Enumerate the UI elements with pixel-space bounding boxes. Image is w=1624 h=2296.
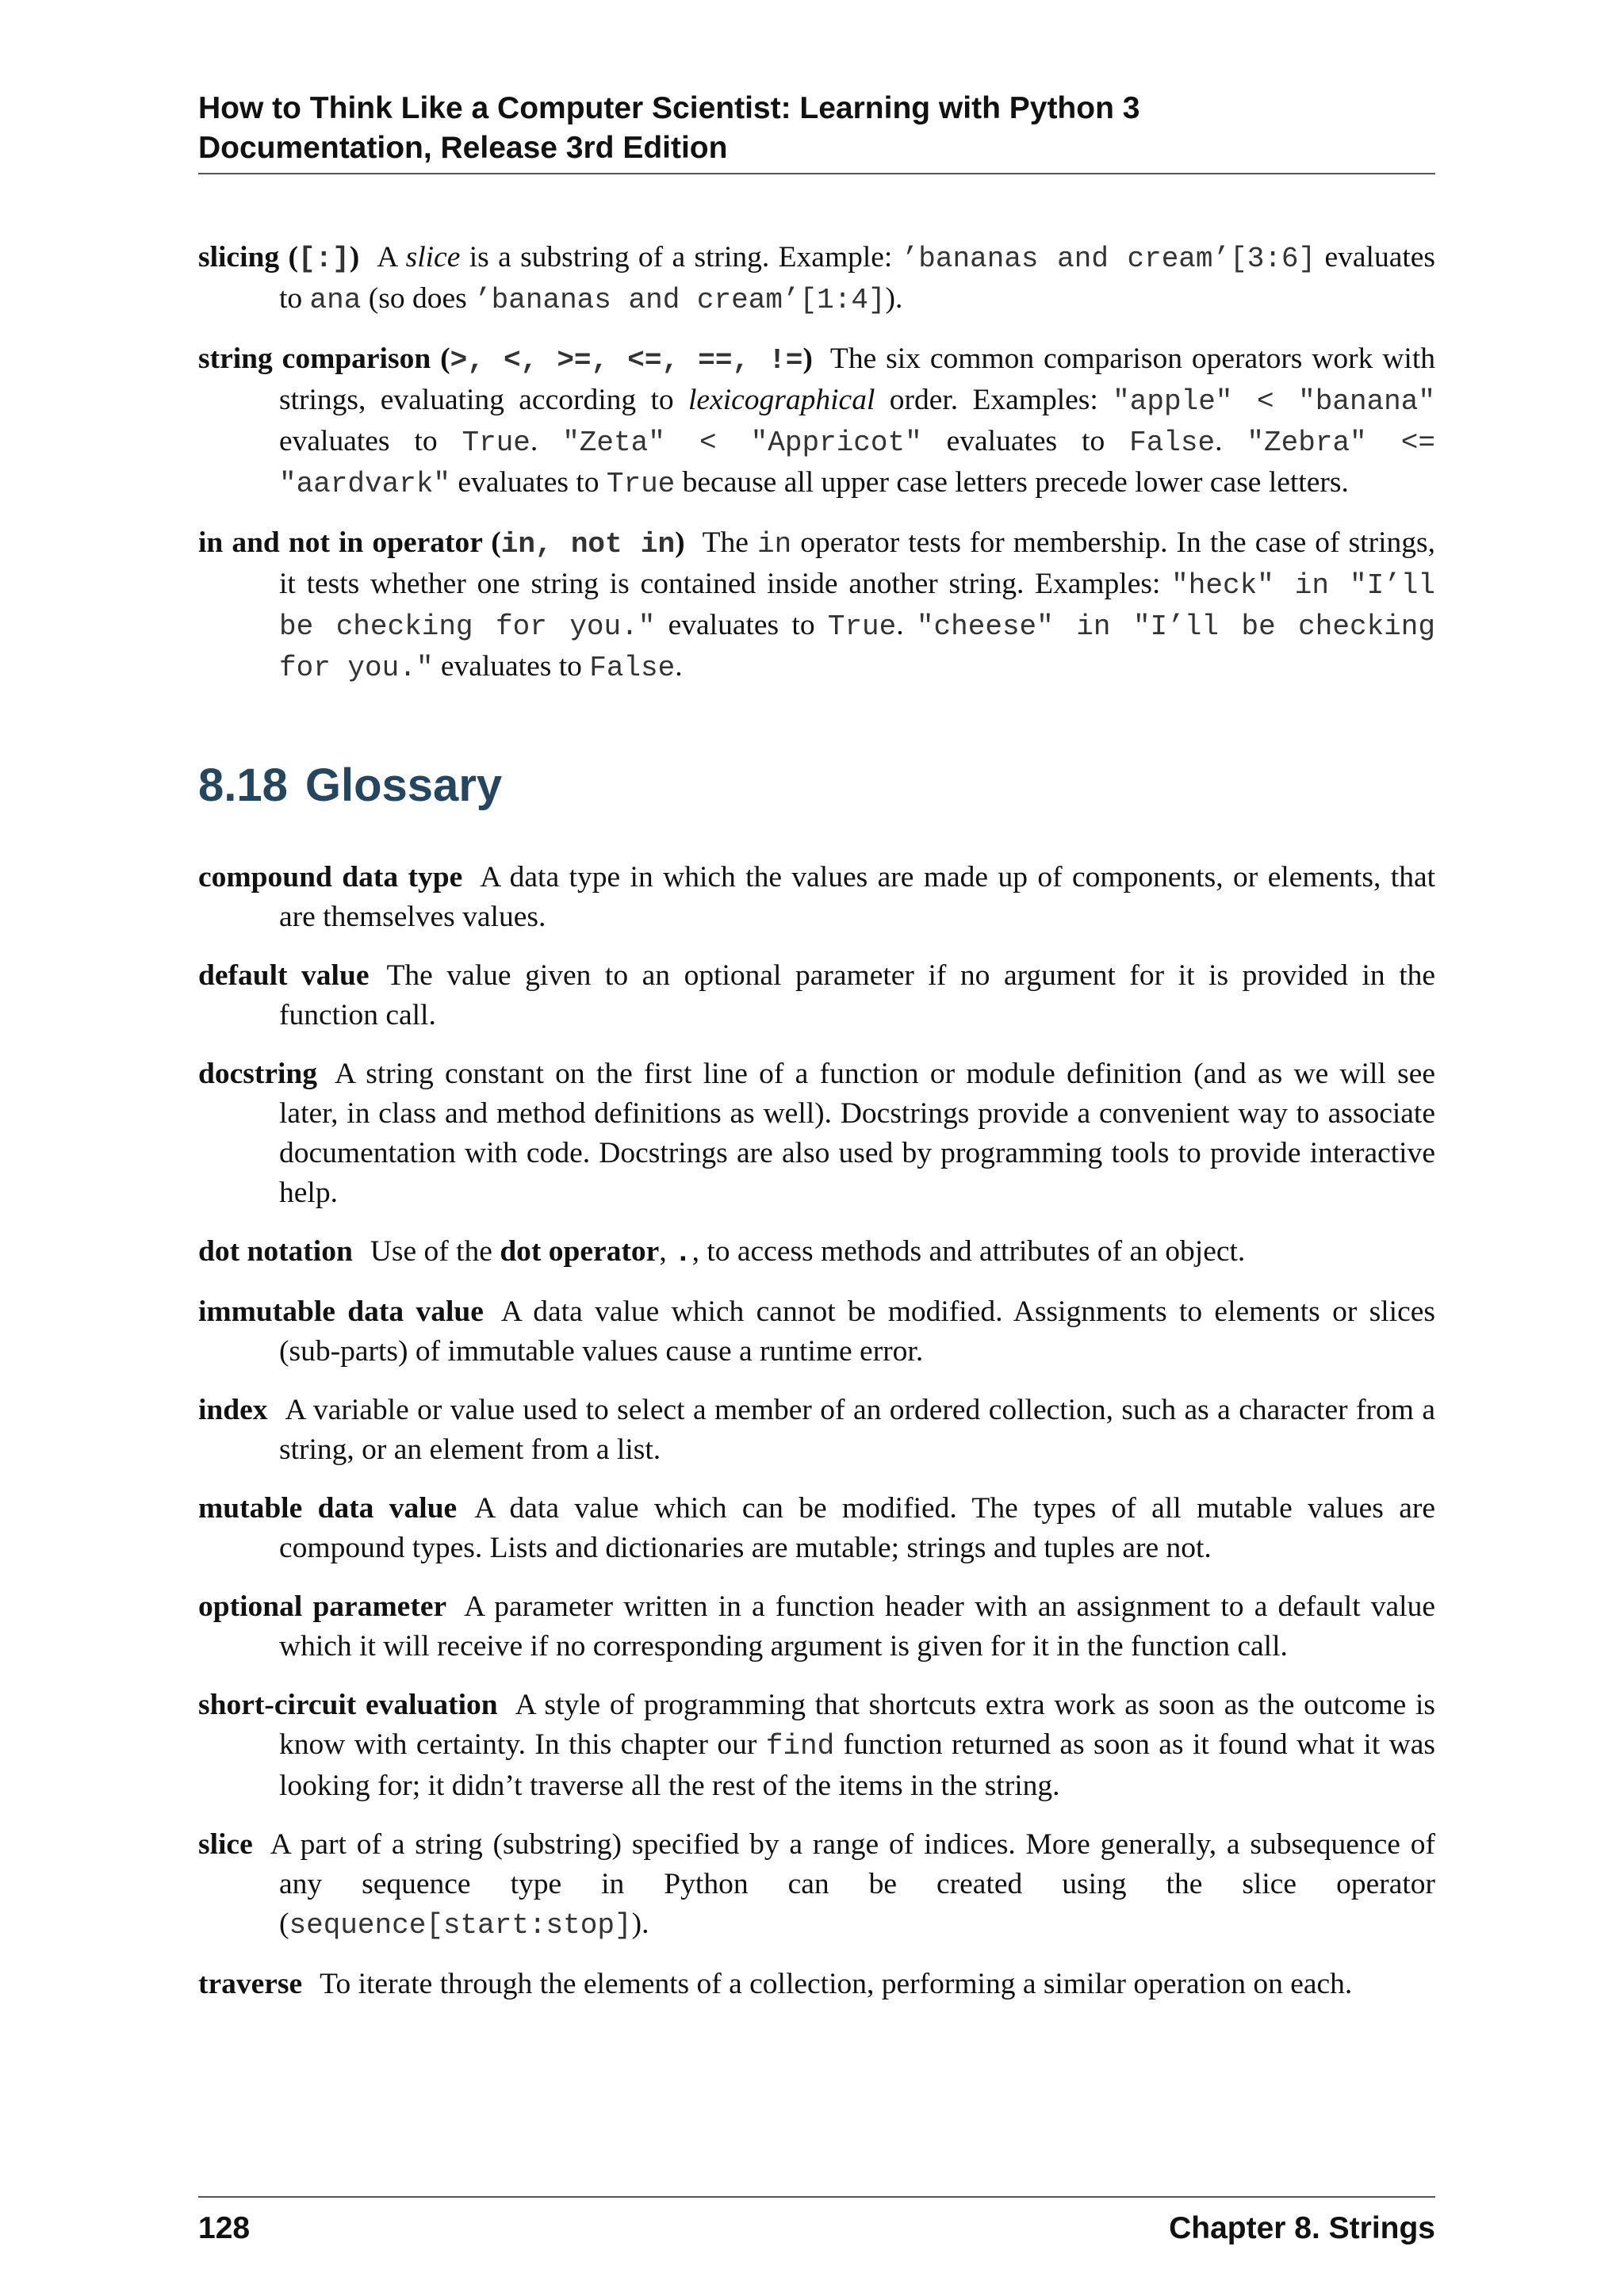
glossary-definition: To iterate through the elements of a collection, performing a similar operation on each. [320, 1968, 1353, 2000]
text: evaluates to [921, 425, 1130, 457]
definition-slicing [198, 238, 1435, 320]
glossary-item-short-circuit-evaluation [198, 1686, 1435, 1806]
code-literal: True [462, 427, 530, 459]
glossary-item-optional-parameter [198, 1587, 1435, 1667]
term-text: in and not in operator ( [198, 526, 501, 559]
glossary-item-default-value [198, 956, 1435, 1035]
text: evaluates to [433, 650, 590, 683]
code-literal: ’bananas and cream’[3:6] [901, 243, 1316, 275]
bold-text: dot operator [500, 1235, 660, 1268]
text: . [675, 650, 683, 683]
code-literal: "heck" in "I’ll be checking for you." [279, 569, 1435, 643]
text: is a substring of a string. Example: [460, 241, 902, 274]
glossary-term: index [198, 1394, 268, 1426]
definition-in-not-in [198, 523, 1435, 688]
section-title: Glossary [304, 760, 503, 811]
glossary-definition: A variable or value used to select a member of an ordered collection, such as a character from a string, or an element from a list. [279, 1394, 1435, 1466]
glossary-item-immutable-data-value [198, 1292, 1435, 1372]
text: , [659, 1235, 675, 1268]
code-literal: in [756, 528, 792, 561]
emphasis: slice [405, 241, 461, 274]
glossary-term: docstring [198, 1058, 317, 1090]
glossary-item-docstring [198, 1054, 1435, 1213]
running-footer [198, 2196, 1435, 2248]
definition-string-comparison [198, 339, 1435, 504]
text: evaluates to [450, 466, 607, 499]
term-code: in, not in [500, 528, 676, 561]
document-page [198, 0, 1435, 2296]
text: function returned as soon as it found what it was looking for; it didn’t traverse all the rest of the items in the string. [279, 1728, 1435, 1802]
glossary-definition: A part of a string (substring) specified by a range of indices. More generally, a subsequence of any sequence type in Python can be created using the slice operator ( [270, 1828, 1435, 1940]
code-literal: "Zebra" <= "aardvark" [279, 427, 1435, 500]
term-close: ) [349, 241, 360, 274]
code-literal: . [674, 1237, 692, 1270]
glossary-definition: A style of programming that shortcuts extra work as soon as the outcome is know with certainty. In this chapter our [279, 1689, 1436, 1761]
code-literal: sequence[start:stop] [289, 1909, 632, 1942]
code-literal: False [1129, 427, 1216, 459]
section-heading [198, 758, 1435, 813]
text: evaluates to [655, 609, 828, 641]
code-literal: ana [309, 284, 362, 316]
term-close: ) [802, 342, 813, 375]
glossary-definition: A data value which can be modified. The types of all mutable values are compound types. Lists and dictionaries are mutable; strings and tuples are not. [279, 1492, 1436, 1564]
running-header [198, 89, 1435, 174]
glossary-item-mutable-data-value [198, 1489, 1435, 1568]
code-literal: ’bananas and cream’[1:4] [474, 284, 886, 316]
glossary-definition: A string constant on the first line of a function or module definition (and as we will see later, in class and method definitions as well). Docstrings provide a convenient way to associate documentation with code. Docstrings are also used by programming tools to provide interactive help. [279, 1058, 1435, 1209]
text: operator tests for membership. In the case of strings, it tests whether one string is contained inside another string. Examples: [279, 526, 1435, 600]
glossary-term: dot notation [198, 1235, 353, 1268]
text: (so does [361, 282, 475, 315]
emphasis: lexicographical [688, 384, 875, 416]
term-slicing [198, 241, 359, 274]
code-literal: find [765, 1730, 835, 1762]
glossary-term: slice [198, 1828, 253, 1861]
page-number: 128 [198, 2211, 251, 2245]
text: evaluates to [279, 425, 462, 457]
text: The [702, 526, 757, 559]
text: because all upper case letters precede lower case letters. [675, 466, 1349, 499]
glossary-term: immutable data value [198, 1295, 484, 1328]
term-code: [:] [297, 243, 350, 275]
text: . [896, 609, 917, 641]
text: The six common comparison operators work with strings, evaluating according to [279, 342, 1435, 416]
text: . [1215, 425, 1247, 457]
code-literal: False [589, 652, 676, 684]
glossary-definition: The value given to an optional parameter if no argument for it is provided in the function call. [279, 959, 1436, 1031]
glossary-term: mutable data value [198, 1492, 458, 1525]
code-literal: "Zeta" < "Appricot" [562, 427, 922, 459]
glossary-definition: A data value which cannot be modified. Assignments to elements or slices (sub-parts) of immutable values cause a runtime error. [279, 1295, 1435, 1368]
code-literal: True [606, 468, 676, 500]
glossary-item-compound-data-type [198, 858, 1435, 937]
text: ). [631, 1908, 649, 1940]
chapter-title: Chapter 8. Strings [1169, 2211, 1435, 2245]
code-literal: True [827, 610, 897, 643]
glossary-term: compound data type [198, 861, 463, 894]
text: order. Examples: [875, 384, 1113, 416]
term-string-comparison [198, 342, 813, 375]
glossary-term: optional parameter [198, 1590, 447, 1623]
term-code: >, <, >=, <=, ==, != [450, 344, 803, 377]
glossary-item-index [198, 1391, 1435, 1470]
glossary-term: traverse [198, 1968, 303, 2000]
text: . [530, 425, 563, 457]
section-number: 8.18 [198, 760, 288, 811]
page-content [198, 238, 1435, 2023]
header-line-1: How to Think Like a Computer Scientist: Learning with Python 3 [198, 91, 1140, 125]
header-line-2: Documentation, Release 3rd Edition [198, 131, 728, 165]
glossary-item-traverse [198, 1965, 1435, 2004]
glossary-definition: Use of the [370, 1235, 500, 1268]
glossary-term: short-circuit evaluation [198, 1689, 498, 1721]
code-literal: "cheese" in "I’ll be checking for you." [279, 610, 1435, 684]
term-text: string comparison ( [198, 342, 450, 375]
glossary-definition: A data type in which the values are made up of components, or elements, that are themselves values. [279, 861, 1436, 933]
glossary-term: default value [198, 959, 370, 992]
glossary-item-dot-notation [198, 1232, 1435, 1273]
text: ). [885, 282, 903, 315]
term-text: slicing ( [198, 241, 298, 274]
glossary-list [198, 858, 1435, 2004]
glossary-item-slice [198, 1825, 1435, 1946]
text: A [377, 241, 406, 274]
glossary-definition: A parameter written in a function header with an assignment to a default value which it will receive if no corresponding argument is given for it in the function call. [279, 1590, 1435, 1663]
code-literal: "apple" < "banana" [1113, 385, 1435, 418]
term-in-not-in [198, 526, 685, 559]
text: evaluates to [279, 241, 1435, 315]
term-close: ) [675, 526, 685, 559]
text: , to access methods and attributes of an object. [691, 1235, 1246, 1268]
